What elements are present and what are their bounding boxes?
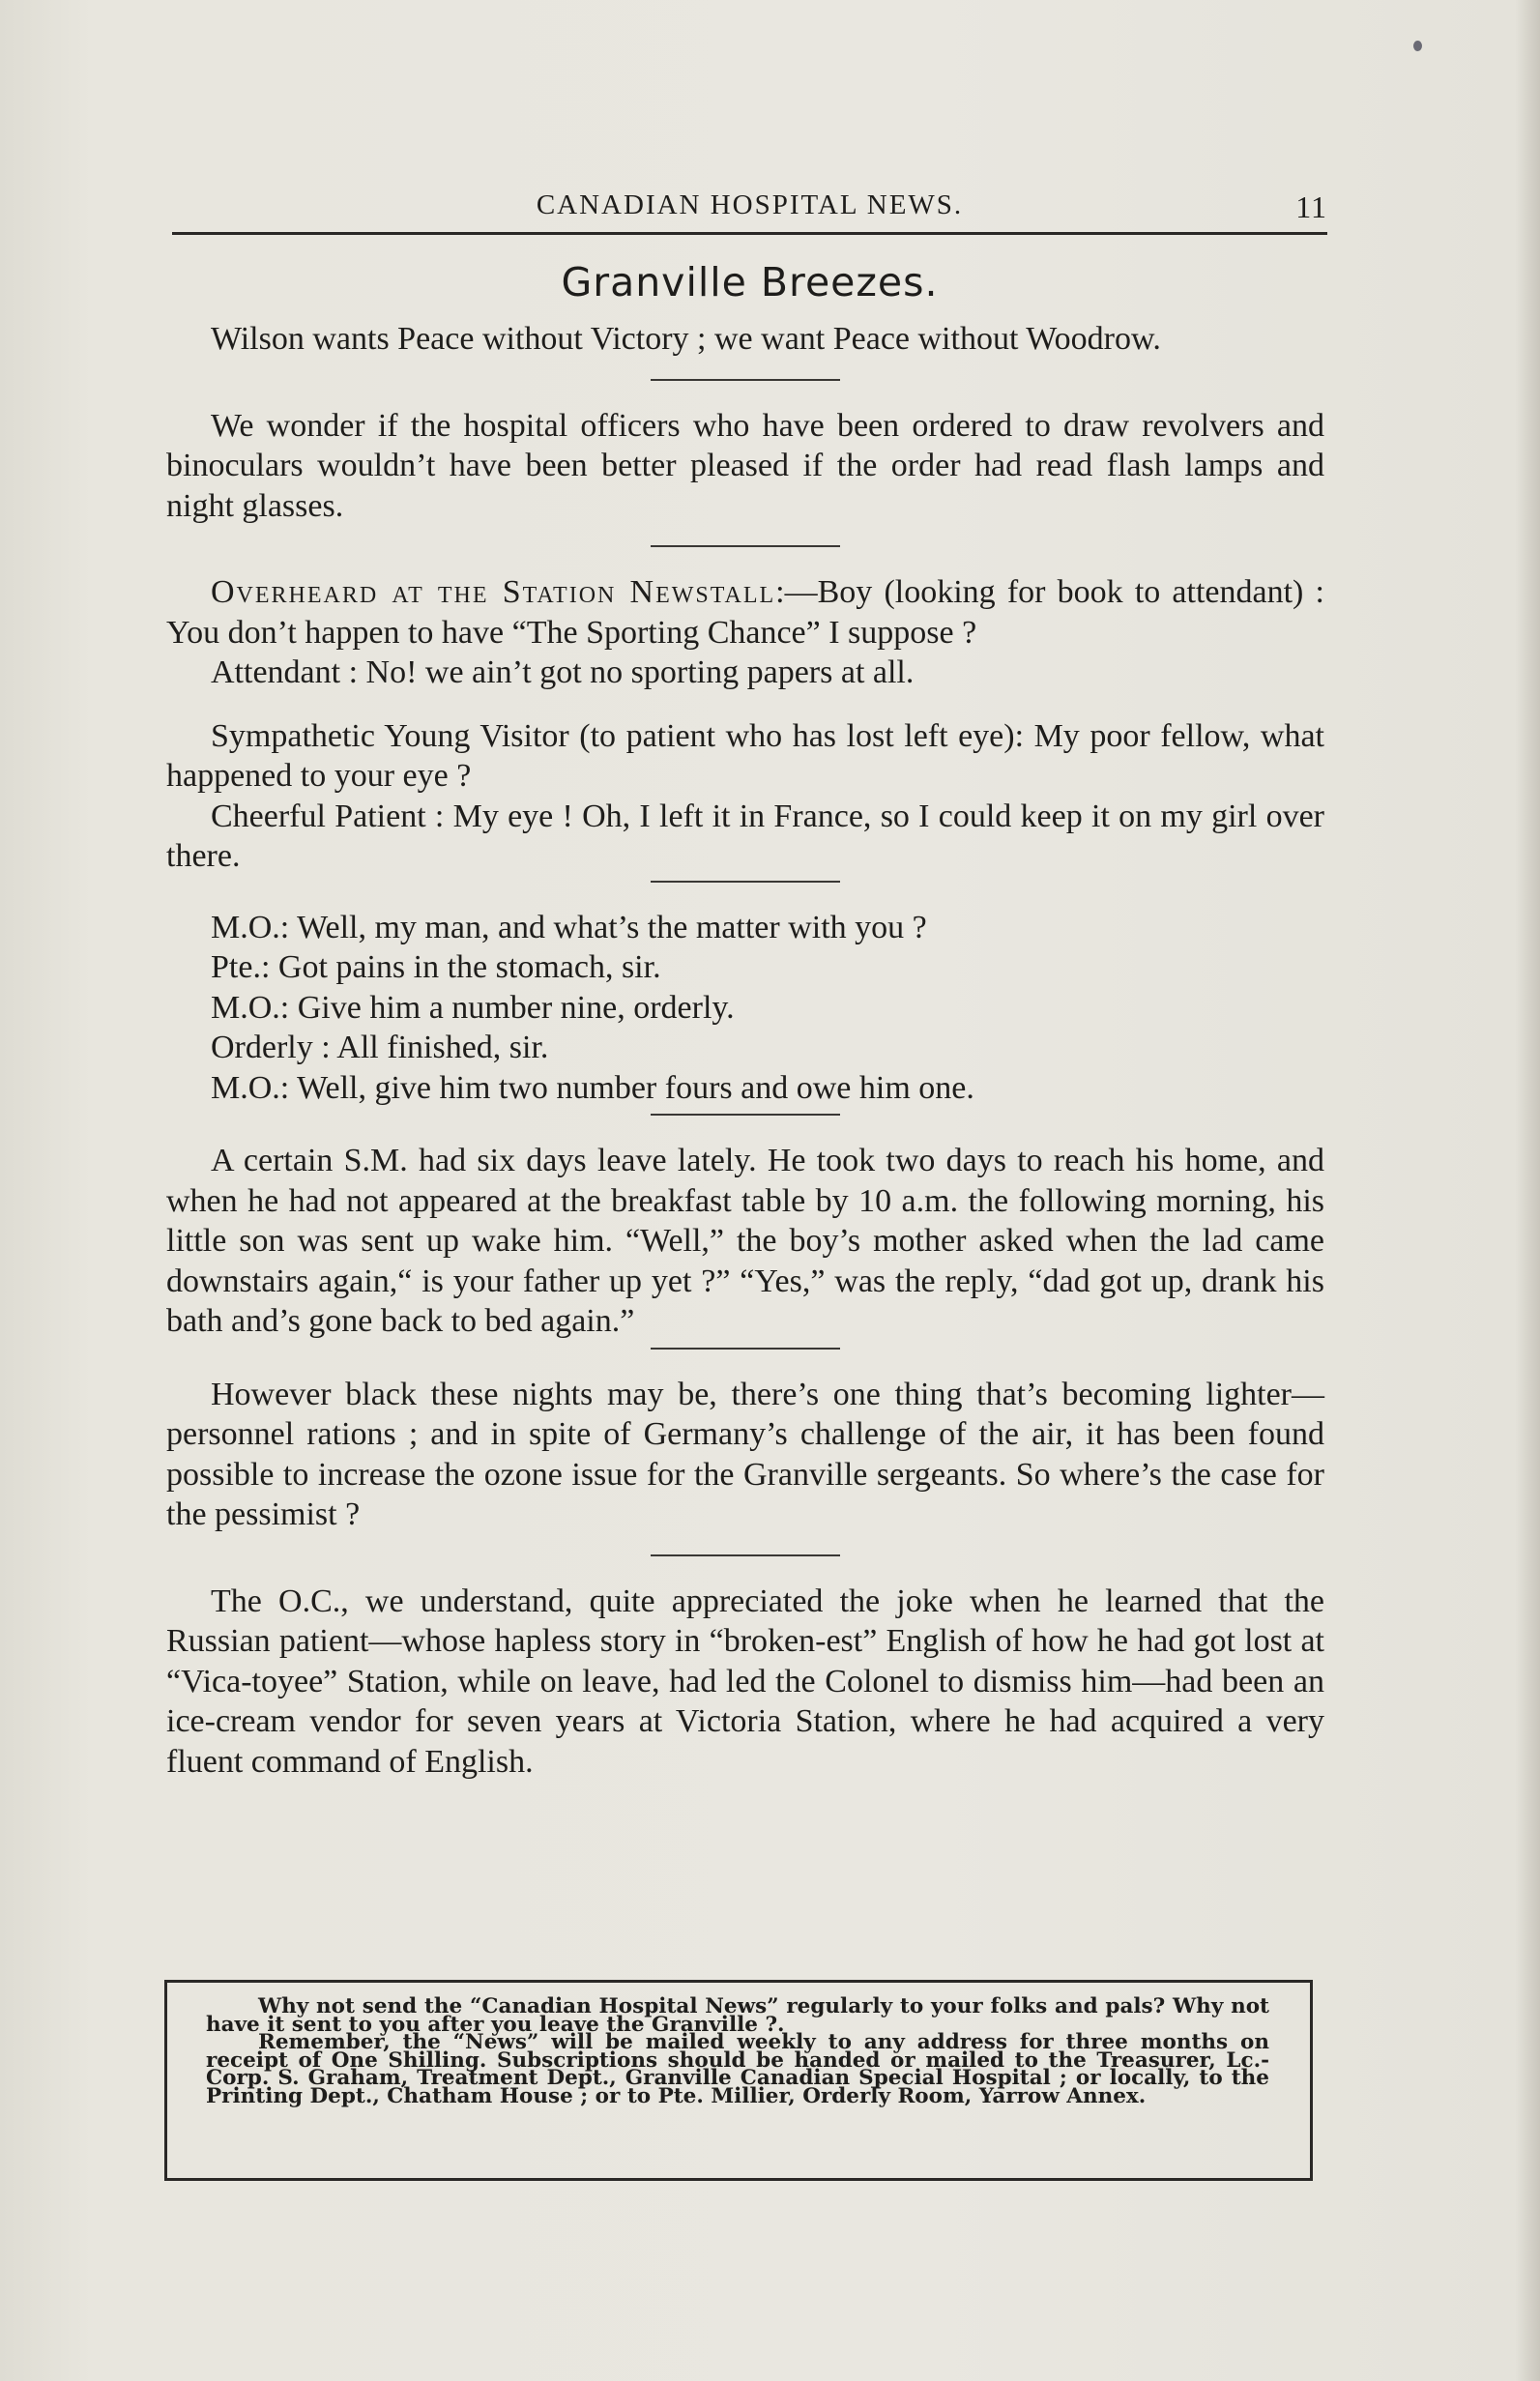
page-number: 11 <box>1295 189 1327 224</box>
separator-rule <box>651 881 840 883</box>
separator-rule <box>651 545 840 547</box>
paragraph: Sympathetic Young Visitor (to patient who has lost left eye): My poor fellow, what happened to your eye ? <box>166 717 1324 794</box>
dialogue-line: Pte.: Got pains in the stomach, sir. <box>211 949 661 985</box>
article-title: Granville Breezes. <box>561 259 939 305</box>
notice-paragraph: Why not send the “Canadian Hospital News” regularly to your folks and pals? Why not have it sent to you after you leave the Granville ?. <box>206 1994 1269 2037</box>
paragraph: We wonder if the hospital officers who have been ordered to draw revolvers and binoculars wouldn’t have been better pleased if the order had read flash lamps and night glasses. <box>166 407 1324 524</box>
dialogue-line: M.O.: Well, give him two number fours and owe him one. <box>211 1069 974 1106</box>
separator-rule <box>651 1348 840 1350</box>
separator-rule <box>651 1114 840 1116</box>
separator-rule <box>651 379 840 381</box>
notice-paragraph: Remember, the “News” will be mailed weekly to any address for three months on receipt of One Shilling. Subscriptions should be handed or mailed to the Treasurer, Lc.-Corp. S. Graham, Treatment Dept., Granville Canadian Special Hospital ; or locally, to the Printing Dept., Chatham House ; or to Pte. Millier, Orderly Room, Yarrow Annex. <box>206 2030 1269 2108</box>
paragraph: However black these nights may be, there’s one thing that’s becoming lighter—personnel rations ; and in spite of Germany’s challenge of the air, it has been found possible to increase the ozone issue for the Granville sergeants. So where’s the case for the pessimist ? <box>166 1376 1324 1532</box>
item-russian-patient <box>166 1582 1324 1783</box>
item-peace-joke <box>166 319 1324 360</box>
separator-rule <box>651 1554 840 1556</box>
article-body <box>166 319 1324 1782</box>
paragraph <box>166 572 1324 653</box>
dialogue-line: M.O.: Well, my man, and what’s the matter with you ? <box>211 909 927 945</box>
page-edge-shadow <box>1515 0 1540 2381</box>
ink-speck <box>1413 41 1422 51</box>
item-sergeant-major <box>166 1141 1324 1342</box>
dialogue-line: M.O.: Give him a number nine, orderly. <box>211 989 735 1026</box>
item-black-nights <box>166 1375 1324 1535</box>
running-title: CANADIAN HOSPITAL NEWS. <box>536 189 964 220</box>
item-newstall <box>166 572 1324 693</box>
subscription-notice-box <box>164 1980 1313 2181</box>
paragraph: Attendant : No! we ain’t got no sporting papers at all. <box>211 654 915 690</box>
header-rule <box>172 232 1327 235</box>
item-hospital-officers <box>166 406 1324 527</box>
dialogue-line: Orderly : All finished, sir. <box>211 1030 549 1065</box>
paragraph: Cheerful Patient : My eye ! Oh, I left it in France, so I could keep it on my girl over there. <box>166 798 1324 874</box>
paragraph: The O.C., we understand, quite appreciated the joke when he learned that the Russian patient—whose hapless story in “broken-est” English of how he had got lost at “Vica-toyee” Station, while on leave, had led the Colonel to dismiss him—had been an ice-cream vendor for seven years at Victoria Station, where he had acquired a very fluent command of English. <box>166 1582 1324 1780</box>
paragraph-text: :—Boy (looking for book to attendant) : You don’t happen to have “The Sporting Chance” I suppose ? <box>166 574 1324 651</box>
running-header <box>172 189 1327 232</box>
lead-in-smallcaps: Overheard at the Station Newstall <box>211 574 776 610</box>
paragraph: Wilson wants Peace without Victory ; we want Peace without Woodrow. <box>211 321 1161 357</box>
item-medical-officer <box>166 908 1324 1109</box>
item-lost-eye <box>166 716 1324 877</box>
paragraph: A certain S.M. had six days leave lately. He took two days to reach his home, and when he had not appeared at the breakfast table by 10 a.m. the following morning, his little son was sent up wake him. “Well,” the boy’s mother asked when the lad came downstairs again,“ is your father up yet ?” “Yes,” was the reply, “dad got up, drank his bath and’s gone back to bed again.” <box>166 1143 1324 1339</box>
